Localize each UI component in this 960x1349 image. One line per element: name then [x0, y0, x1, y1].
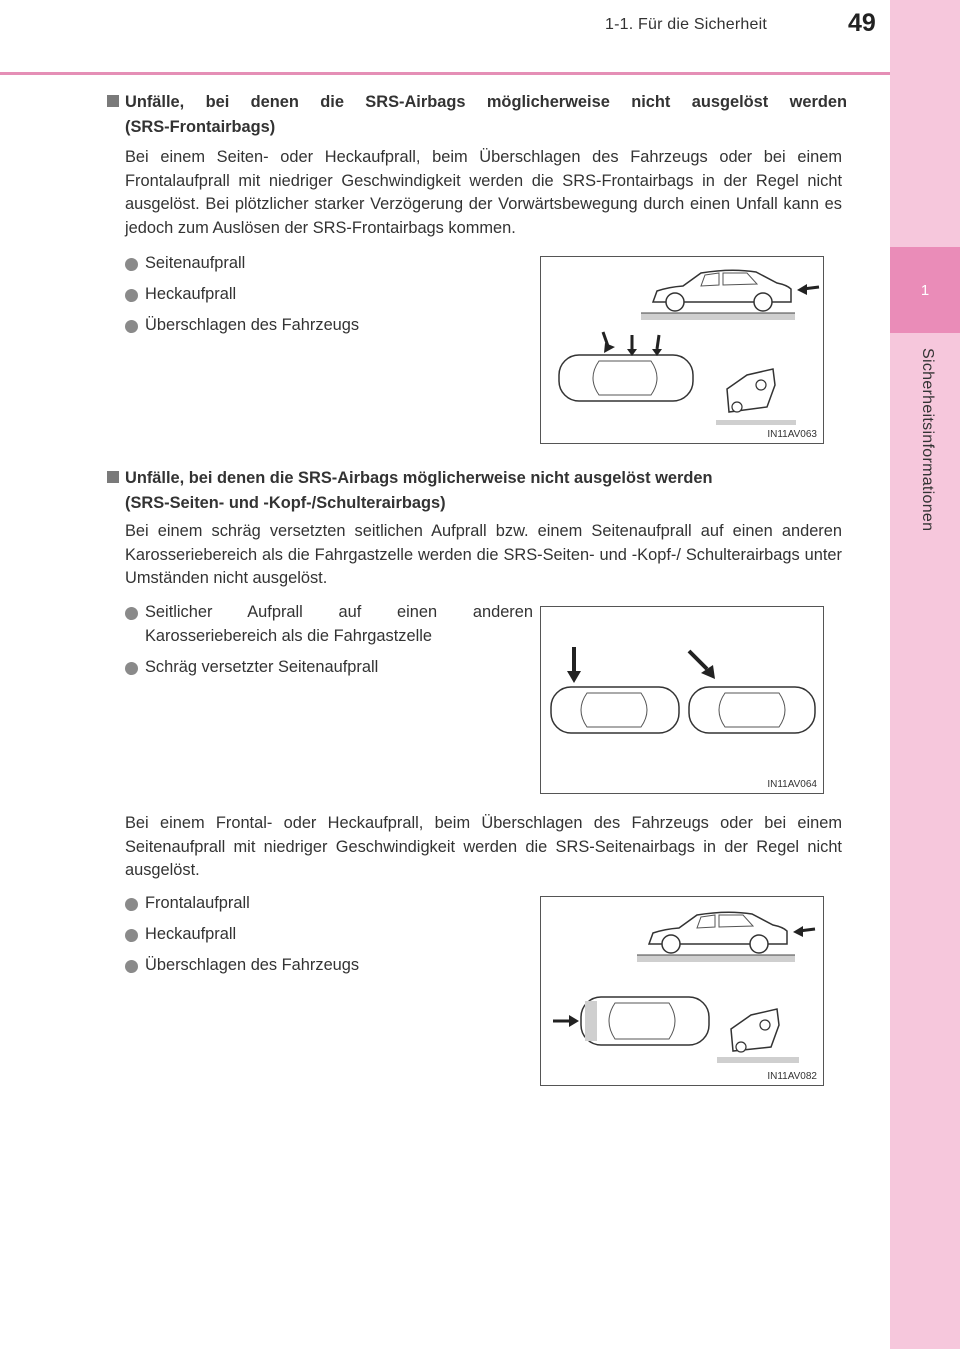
running-header-section: 1-1. Für die Sicherheit	[605, 16, 768, 33]
car-impact-illustration	[541, 897, 825, 1087]
section1-paragraph: Bei einem Seiten- oder Heckaufprall, beim Überschlagen des Fahrzeugs oder bei einem Frontalaufprall mit niedriger Geschwindigkeit werden die SRS-Frontairbags in der Regel nicht ausgelöst. Bei plötzlicher starker Verzögerung der Vorwärtsbewegung durch einen Unfall kann es jedoch zum Auslösen der SRS-Frontairbags kommen.	[125, 148, 842, 237]
section1-heading-line1: Unfälle, bei denen die SRS-Airbags möglicherweise nicht ausgelöst werden	[125, 93, 847, 111]
section1-bullet-list	[125, 252, 535, 345]
chapter-title: Sicherheitsinformationen	[919, 348, 936, 532]
section2-bullet-list	[125, 601, 533, 687]
circle-bullet-icon	[125, 960, 138, 973]
figure-code: IN11AV082	[767, 1071, 817, 1082]
section3-paragraph: Bei einem Frontal- oder Heckaufprall, beim Überschlagen des Fahrzeugs oder bei einem Seitenaufprall mit niedriger Geschwindigkeit werden die SRS-Seitenairbags in der Regel nicht ausgelöst.	[125, 814, 842, 879]
section1-heading-line2: (SRS-Frontairbags)	[125, 118, 276, 136]
circle-bullet-icon	[125, 929, 138, 942]
circle-bullet-icon	[125, 289, 138, 302]
list-item: Seitenaufprall	[125, 252, 535, 276]
figure-code: IN11AV064	[767, 779, 817, 790]
header-rule	[0, 72, 890, 75]
figure-code: IN11AV063	[767, 429, 817, 440]
list-item: Überschlagen des Fahrzeugs	[125, 954, 535, 978]
page-number: 49	[848, 9, 876, 37]
list-item: Überschlagen des Fahrzeugs	[125, 314, 535, 338]
figure-offset-side-impact	[540, 606, 824, 794]
section3-bullet-list	[125, 892, 535, 985]
section2-heading-line2: (SRS-Seiten- und -Kopf-/Schulterairbags)	[125, 494, 446, 512]
section2-heading-line1: Unfälle, bei denen die SRS-Airbags möglicherweise nicht ausgelöst werden	[125, 469, 713, 487]
figure-side-rear-rollover-impact	[540, 256, 824, 444]
section2-paragraph: Bei einem schräg versetzten seitlichen Aufprall bzw. einem Seitenaufprall auf einen anderen Karosseriebereich als die Fahrgastzelle werden die SRS-Seiten- und -Kopf-/ Schulterairbags unter Umständen nicht ausgelöst.	[125, 522, 842, 587]
square-bullet-icon	[107, 471, 119, 483]
circle-bullet-icon	[125, 898, 138, 911]
circle-bullet-icon	[125, 320, 138, 333]
list-item: Seitlicher Aufprall auf einen anderen Karosseriebereich als die Fahrgastzelle	[125, 601, 533, 648]
list-item: Heckaufprall	[125, 923, 535, 947]
list-item: Heckaufprall	[125, 283, 535, 307]
circle-bullet-icon	[125, 662, 138, 675]
section1-heading	[107, 90, 847, 140]
chapter-number: 1	[920, 281, 930, 299]
list-item: Schräg versetzter Seitenaufprall	[125, 656, 533, 680]
list-item: Frontalaufprall	[125, 892, 535, 916]
chapter-tab	[890, 247, 960, 333]
car-impact-illustration	[541, 607, 825, 795]
figure-front-rear-rollover-impact	[540, 896, 824, 1086]
circle-bullet-icon	[125, 607, 138, 620]
car-impact-illustration	[541, 257, 825, 445]
section2-heading	[107, 466, 847, 516]
chapter-side-bar	[890, 0, 960, 1349]
circle-bullet-icon	[125, 258, 138, 271]
square-bullet-icon	[107, 95, 119, 107]
